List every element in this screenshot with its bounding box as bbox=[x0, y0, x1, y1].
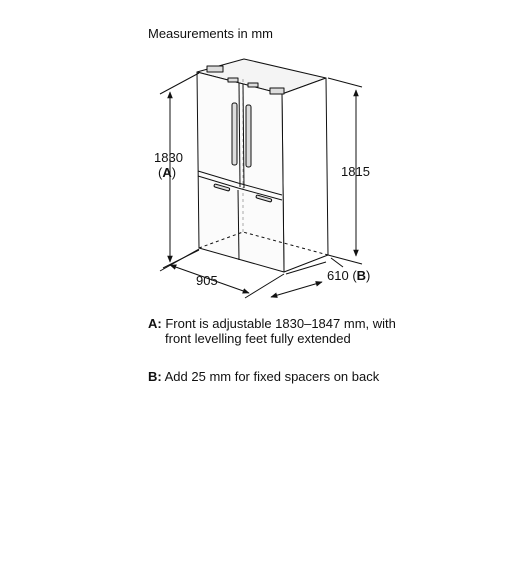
height-front-value: 1830 bbox=[154, 150, 183, 165]
note-a-line1: Front is adjustable 1830–1847 mm, with bbox=[165, 316, 396, 331]
note-b-key: B: bbox=[148, 369, 162, 384]
depth-key: B bbox=[356, 268, 367, 283]
height-back-value: 1815 bbox=[341, 164, 370, 179]
height-front-key-label: (A) bbox=[158, 165, 177, 180]
depth-label: 610 (B) bbox=[327, 268, 371, 283]
note-a-line2: front levelling feet fully extended bbox=[165, 331, 351, 346]
depth-value: 610 bbox=[327, 268, 349, 283]
fridge-illustration bbox=[197, 59, 328, 272]
note-b bbox=[148, 369, 448, 384]
diagram-title: Measurements in mm bbox=[148, 26, 273, 41]
width-value: 905 bbox=[196, 273, 218, 288]
note-a bbox=[148, 316, 448, 346]
note-b-line1: Add 25 mm for fixed spacers on back bbox=[164, 369, 380, 384]
note-a-key: A: bbox=[148, 316, 162, 331]
height-front-key: A bbox=[162, 165, 172, 180]
